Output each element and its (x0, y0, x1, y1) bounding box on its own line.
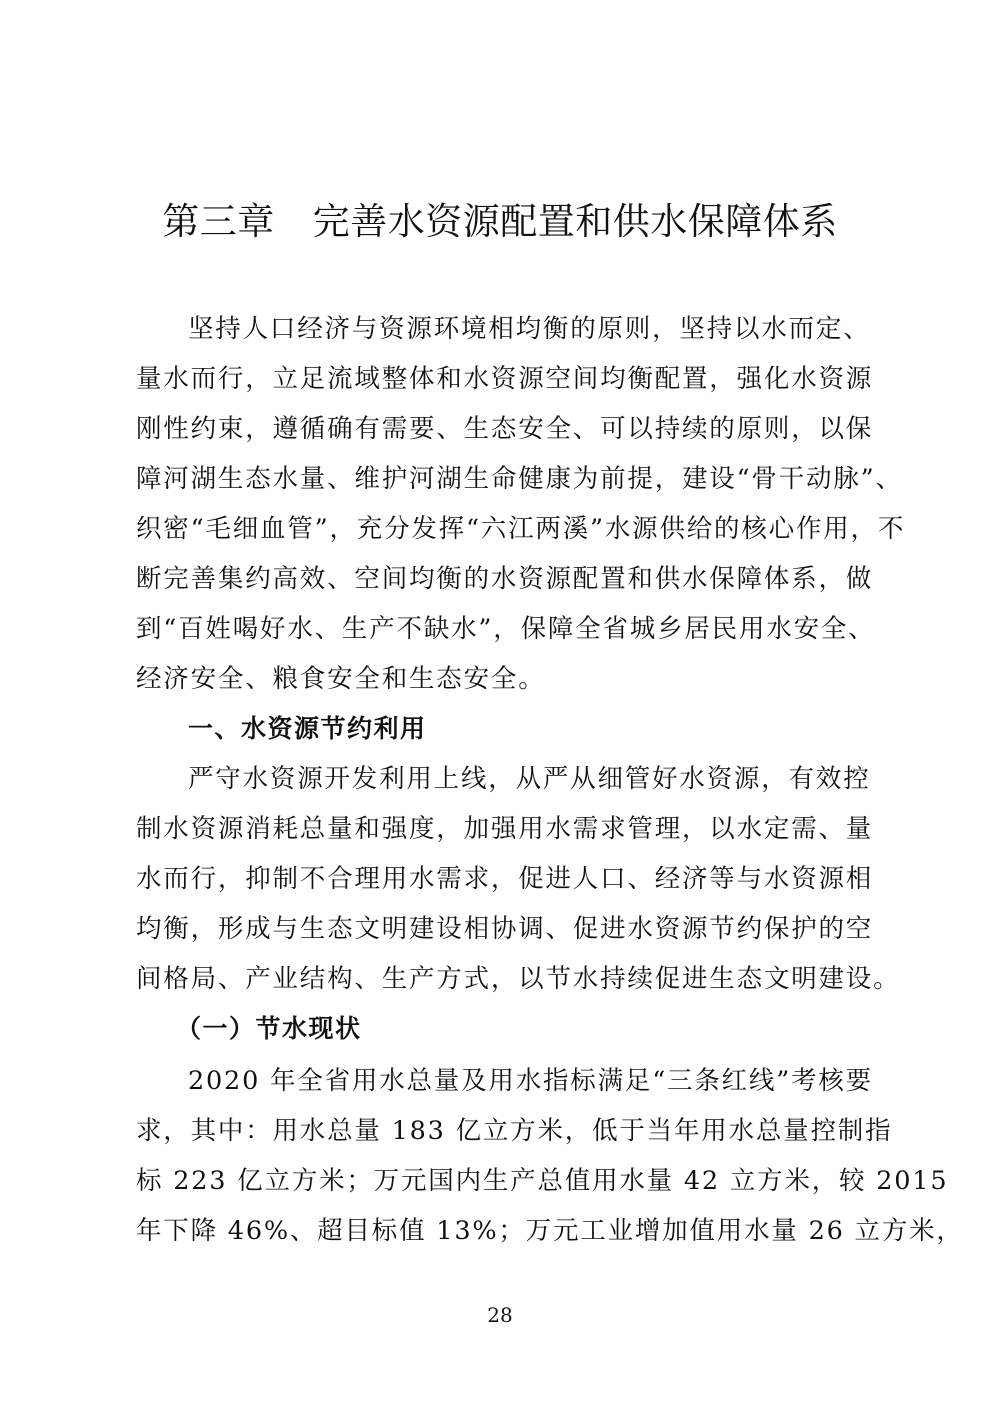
paragraph-line: 坚持人口经济与资源环境相均衡的原则，坚持以水而定、 (188, 314, 871, 344)
page-number: 28 (487, 1303, 513, 1327)
section-heading: 一、水资源节约利用 (188, 714, 427, 743)
paragraph-line: 到“百姓喝好水、生产不缺水”，保障全省城乡居民用水安全、 (136, 614, 876, 644)
paragraph-line: 标 223 亿立方米；万元国内生产总值用水量 42 立方米，较 2015 (136, 1166, 949, 1196)
paragraph-line: 严守水资源开发利用上线，从严从细管好水资源，有效控 (188, 764, 871, 794)
paragraph-line: 断完善集约高效、空间均衡的水资源配置和供水保障体系，做 (136, 564, 874, 594)
subsection-paragraph (136, 1056, 964, 1256)
chapter-label: 第三章 (162, 200, 275, 243)
intro-paragraph (136, 304, 906, 704)
paragraph-line: 制水资源消耗总量和强度，加强用水需求管理，以水定需、量 (136, 814, 874, 844)
chapter-title-text: 完善水资源配置和供水保障体系 (312, 200, 838, 243)
paragraph-line: 织密“毛细血管”，充分发挥“六江两溪”水源供给的核心作用，不 (136, 514, 906, 544)
paragraph-line: 2020 年全省用水总量及用水指标满足“三条红线”考核要 (188, 1066, 873, 1096)
paragraph-line: 间格局、产业结构、生产方式，以节水持续促进生态文明建设。 (136, 964, 901, 994)
paragraph-line: 刚性约束，遵循确有需要、生态安全、可以持续的原则，以保 (136, 414, 874, 444)
paragraph-line: 量水而行，立足流域整体和水资源空间均衡配置，强化水资源 (136, 364, 874, 394)
section-paragraph (136, 754, 901, 1004)
paragraph-line: 求，其中：用水总量 183 亿立方米，低于当年用水总量控制指 (136, 1116, 893, 1146)
paragraph-line: 均衡，形成与生态文明建设相协调、促进水资源节约保护的空 (136, 914, 874, 944)
paragraph-line: 障河湖生态水量、维护河湖生命健康为前提，建设“骨干动脉”、 (136, 464, 903, 494)
subsection-heading: （一）节水现状 (176, 1014, 362, 1043)
paragraph-line: 经济安全、粮食安全和生态安全。 (136, 664, 546, 694)
paragraph-line: 年下降 46%、超目标值 13%；万元工业增加值用水量 26 立方米， (136, 1216, 964, 1246)
chapter-title (0, 192, 1000, 252)
paragraph-line: 水而行，抑制不合理用水需求，促进人口、经济等与水资源相 (136, 864, 874, 894)
